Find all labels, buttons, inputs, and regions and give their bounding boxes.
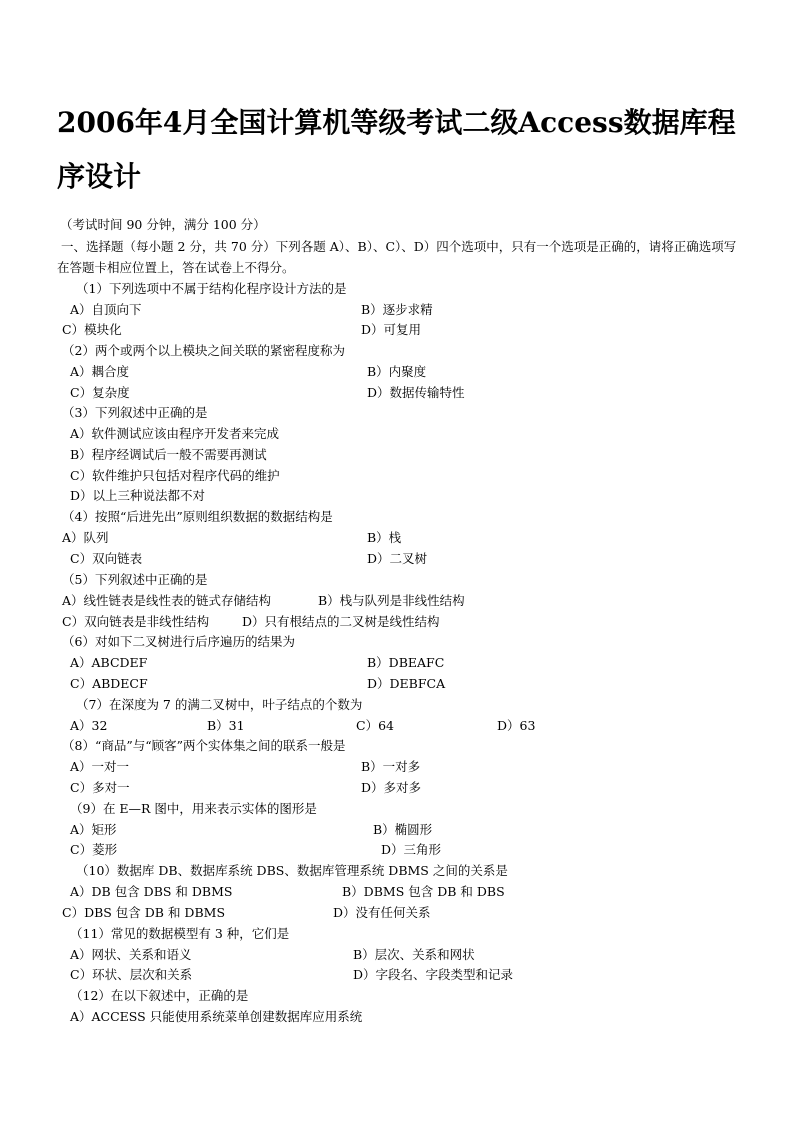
question-6-stem: （6）对如下二叉树进行后序遍历的结果为 bbox=[62, 634, 295, 649]
question-2-option-d: D）数据传输特性 bbox=[367, 385, 465, 400]
question-10-stem: （10）数据库 DB、数据库系统 DBS、数据库管理系统 DBMS 之间的关系是 bbox=[76, 863, 508, 878]
question-3-option-b: B）程序经调试后一般不需要再测试 bbox=[70, 447, 267, 462]
question-1-stem: （1）下列选项中不属于结构化程序设计方法的是 bbox=[76, 281, 347, 296]
question-6-option-b: B）DBEAFC bbox=[367, 655, 445, 670]
question-10-option-b: B）DBMS 包含 DB 和 DBS bbox=[342, 884, 505, 899]
question-11-option-b: B）层次、关系和网状 bbox=[353, 947, 475, 962]
question-5-option-c: C）双向链表是非线性结构 bbox=[62, 614, 210, 629]
question-7-option-d: D）63 bbox=[497, 718, 536, 733]
question-10-option-a: A）DB 包含 DBS 和 DBMS bbox=[70, 884, 233, 899]
section-intro: 一、选择题（每小题 2 分，共 70 分）下列各题 A）、B）、C）、D）四个选项中，只有一个选项是正确的，请将正确选项写在答题卡相应位置上，答在试卷上不得分。 bbox=[57, 239, 737, 275]
question-1-option-d: D）可复用 bbox=[361, 322, 422, 337]
question-5-option-a: A）线性链表是线性表的链式存储结构 bbox=[62, 593, 272, 608]
question-5-option-b: B）栈与队列是非线性结构 bbox=[318, 593, 465, 608]
question-11-stem: （11）常见的数据模型有 3 种，它们是 bbox=[70, 926, 290, 941]
exam-info: （考试时间 90 分钟，满分 100 分） bbox=[60, 217, 266, 232]
question-10-option-c: C）DBS 包含 DB 和 DBMS bbox=[62, 905, 226, 920]
question-11-option-a: A）网状、关系和语义 bbox=[70, 947, 192, 962]
question-1-option-c: C）模块化 bbox=[62, 322, 122, 337]
question-2-option-b: B）内聚度 bbox=[367, 364, 427, 379]
question-4-option-a: A）队列 bbox=[62, 530, 109, 545]
page-title: 2006年4月全国计算机等级考试二级Access数据库程序设计 bbox=[57, 106, 736, 193]
question-3-option-c: C）软件维护只包括对程序代码的维护 bbox=[70, 468, 280, 483]
question-10-option-d: D）没有任何关系 bbox=[333, 905, 431, 920]
question-5-option-d: D）只有根结点的二叉树是线性结构 bbox=[242, 614, 440, 629]
question-8-option-b: B）一对多 bbox=[361, 759, 421, 774]
question-6-option-a: A）ABCDEF bbox=[70, 655, 148, 670]
question-1-option-a: A）自顶向下 bbox=[70, 302, 142, 317]
question-3-option-a: A）软件测试应该由程序开发者来完成 bbox=[70, 426, 280, 441]
question-7-option-c: C）64 bbox=[356, 718, 394, 733]
question-2-stem: （2）两个或两个以上模块之间关联的紧密程度称为 bbox=[62, 343, 345, 358]
question-5-stem: （5）下列叙述中正确的是 bbox=[62, 572, 208, 587]
question-9-option-b: B）椭圆形 bbox=[373, 822, 433, 837]
question-6-option-d: D）DEBFCA bbox=[367, 676, 446, 691]
question-2-option-c: C）复杂度 bbox=[70, 385, 130, 400]
question-12-option-a: A）ACCESS 只能使用系统菜单创建数据库应用系统 bbox=[70, 1009, 363, 1024]
question-4-stem: （4）按照“后进先出”原则组织数据的数据结构是 bbox=[62, 509, 333, 524]
question-8-option-d: D）多对多 bbox=[361, 780, 422, 795]
question-7-option-a: A）32 bbox=[70, 718, 108, 733]
question-4-option-b: B）栈 bbox=[367, 530, 402, 545]
question-11-option-d: D）字段名、字段类型和记录 bbox=[353, 967, 514, 982]
question-3-option-d: D）以上三种说法都不对 bbox=[70, 488, 206, 503]
question-9-option-d: D）三角形 bbox=[381, 842, 442, 857]
question-11-option-c: C）环状、层次和关系 bbox=[70, 967, 193, 982]
question-7-stem: （7）在深度为 7 的满二叉树中，叶子结点的个数为 bbox=[76, 697, 363, 712]
question-8-option-c: C）多对一 bbox=[70, 780, 130, 795]
question-7-option-b: B）31 bbox=[207, 718, 245, 733]
question-8-stem: （8）“商品”与“顾客”两个实体集之间的联系一般是 bbox=[62, 738, 346, 753]
question-3-stem: （3）下列叙述中正确的是 bbox=[62, 405, 208, 420]
question-4-option-d: D）二叉树 bbox=[367, 551, 428, 566]
question-2-option-a: A）耦合度 bbox=[70, 364, 130, 379]
question-8-option-a: A）一对一 bbox=[70, 759, 130, 774]
question-9-option-c: C）菱形 bbox=[70, 842, 118, 857]
question-1-option-b: B）逐步求精 bbox=[361, 302, 433, 317]
question-9-option-a: A）矩形 bbox=[70, 822, 117, 837]
question-4-option-c: C）双向链表 bbox=[70, 551, 143, 566]
question-9-stem: （9）在 E—R 图中，用来表示实体的图形是 bbox=[70, 801, 317, 816]
question-12-stem: （12）在以下叙述中，正确的是 bbox=[70, 988, 249, 1003]
question-6-option-c: C）ABDECF bbox=[70, 676, 148, 691]
